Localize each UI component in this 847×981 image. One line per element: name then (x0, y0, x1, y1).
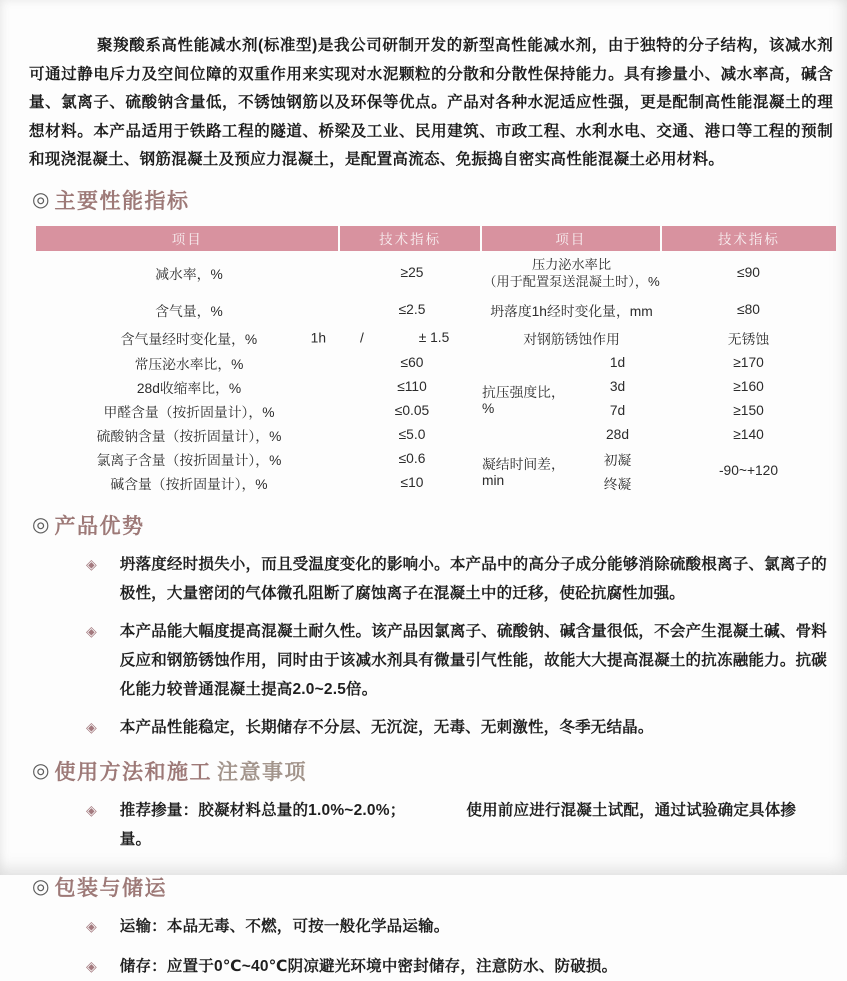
table-row (36, 471, 482, 495)
row-item (482, 256, 661, 290)
row-value: ≤60 (400, 355, 424, 370)
diamond-bullet-icon: ◈ (86, 957, 97, 974)
list-item-text: 坍落度经时损失小，而且受温度变化的影响小。本产品中的高分子成分能够消除硫酸根离子、氯离子的极性，大量密闭的气体微孔阻断了腐蚀离子在混凝土中的迁移，使砼抗腐性加强。 (119, 555, 827, 602)
section-heading-usage (32, 756, 833, 786)
list-item-text: 本产品性能稳定，长期储存不分层、无沉淀，无毒、无刺激性，冬季无结晶。 (119, 718, 654, 736)
group-sub-labels (574, 447, 661, 495)
table-left-half (36, 251, 482, 495)
row-item: 碱含量（按折固量计），% (110, 476, 268, 492)
bullseye-icon: ◎ (32, 189, 50, 211)
row-item: 坍落度1h经时变化量，mm (490, 303, 653, 319)
column-header-spec-right: 技术指标 (662, 226, 836, 251)
group-item (482, 447, 661, 495)
section-heading-packaging (32, 872, 833, 902)
slash-separator: / (360, 330, 364, 345)
row-item: 28d收缩率比，% (136, 380, 242, 396)
section-title-usage-tail: 注意事项 (216, 760, 307, 784)
table-row (36, 399, 482, 423)
column-header-spec-left: 技术指标 (340, 226, 479, 251)
group-values (661, 447, 836, 495)
row-item: 对钢筋锈蚀作用 (523, 331, 620, 347)
row-value: ≥160 (733, 379, 764, 394)
group-values (661, 351, 836, 447)
section-heading-performance (32, 185, 833, 215)
table-row (36, 423, 482, 447)
diamond-bullet-icon: ◈ (86, 555, 97, 572)
storage-text: 储存：应置于0℃~40℃阴凉避光环境中密封储存，注意防水、防破损。 (119, 957, 618, 975)
row-item-line2: （用于配置泵送混凝土时），% (483, 273, 660, 289)
setting-time-group (482, 447, 836, 495)
advantages-list (29, 550, 833, 742)
dosage-recommendation: 推荐掺量：胶凝材料总量的1.0%~2.0%； (119, 801, 406, 819)
row-value: -90~+120 (718, 463, 779, 478)
group-label: 抗压强度比，% (482, 385, 565, 416)
diamond-bullet-icon: ◈ (86, 622, 97, 639)
row-item: 减水率，% (155, 266, 223, 282)
row-value: ≤110 (397, 379, 427, 394)
age-label: 7d (609, 403, 626, 418)
row-value: ≤0.6 (398, 451, 426, 466)
list-item (29, 617, 833, 704)
transport-text: 运输：本品无毒、不燃，可按一般化学品运输。 (119, 917, 450, 935)
row-item: 常压泌水率比，% (134, 356, 244, 372)
bullseye-icon: ◎ (32, 876, 50, 898)
diamond-bullet-icon: ◈ (86, 917, 97, 934)
row-item (36, 328, 342, 348)
list-item (29, 713, 833, 742)
row-value: ≤2.5 (398, 302, 426, 317)
compressive-strength-group (482, 351, 836, 447)
section-title-performance: 主要性能指标 (54, 189, 190, 213)
list-item (29, 912, 833, 941)
row-value: ≥150 (733, 403, 764, 418)
row-item-label: 含气量经时变化量，% (120, 331, 258, 347)
trial-mix-note: 使用前应进行混凝土试配，通过试验确定具体掺量。 (119, 801, 797, 848)
table-row (482, 325, 836, 351)
list-item (29, 952, 833, 981)
group-item (482, 351, 661, 447)
setting-label: 初凝 (603, 452, 632, 468)
row-value: ≥170 (733, 355, 764, 370)
table-row (36, 447, 482, 471)
usage-list (29, 796, 833, 854)
row-item: 含气量，% (155, 303, 223, 319)
setting-label: 终凝 (603, 476, 632, 492)
row-value (342, 330, 482, 345)
table-row (36, 295, 482, 325)
list-item (29, 796, 833, 854)
age-label: 3d (609, 379, 626, 394)
row-value: ≥25 (400, 265, 424, 280)
row-item: 氯离子含量（按折固量计），% (96, 452, 282, 468)
diamond-bullet-icon: ◈ (86, 801, 97, 818)
age-label: 28d (605, 427, 630, 442)
list-item-text: 本产品能大幅度提高混凝土耐久性。该产品因氯离子、硫酸钠、碱含量很低，不会产生混凝土碱、骨料反应和钢筋锈蚀作用，同时由于该减水剂具有微量引气性能，故能大大提高混凝土的抗冻融能力。抗碳化能力较普通混凝土提高2.0~2.5倍。 (119, 622, 827, 698)
table-body (36, 251, 836, 495)
row-value: ≤10 (400, 475, 424, 490)
table-row (36, 251, 482, 295)
row-value-text: ± 1.5 (418, 330, 450, 345)
group-label: 凝结时间差，min (482, 457, 565, 488)
section-title-packaging: 包装与储运 (54, 876, 167, 900)
row-value: ≤80 (737, 302, 760, 317)
row-value: ≤90 (737, 265, 760, 280)
column-header-item-left: 项目 (36, 226, 338, 251)
row-item: 硫酸钠含量（按折固量计），% (96, 428, 282, 444)
row-item-line1: 压力泌水率比 (531, 256, 612, 272)
column-header-item-right: 项目 (482, 226, 660, 251)
row-value: 无锈蚀 (727, 331, 770, 347)
table-row (36, 325, 482, 351)
age-label: 1d (609, 355, 626, 370)
performance-table (36, 226, 836, 495)
diamond-bullet-icon: ◈ (86, 718, 97, 735)
section-heading-advantages (32, 510, 833, 540)
section-title-advantages: 产品优势 (54, 514, 145, 538)
list-item (29, 550, 833, 608)
table-row (36, 351, 482, 375)
group-sub-labels (574, 351, 661, 447)
row-sub-label: 1h (310, 330, 326, 345)
table-right-half (482, 251, 836, 495)
row-value: ≥140 (733, 427, 764, 442)
table-row (482, 295, 836, 325)
bullseye-icon: ◎ (32, 514, 50, 536)
row-item: 甲醛含量（按折固量计），% (103, 404, 275, 420)
usage-dosage-text (120, 796, 827, 854)
row-value: ≤5.0 (398, 427, 426, 442)
packaging-list (29, 912, 833, 981)
row-value: ≤0.05 (394, 403, 430, 418)
table-row (36, 375, 482, 399)
table-header-row (36, 226, 836, 251)
bullseye-icon: ◎ (32, 760, 50, 782)
intro-paragraph: 聚羧酸系高性能减水剂(标准型)是我公司研制开发的新型高性能减水剂，由于独特的分子结构，该减水剂可通过静电斥力及空间位障的双重作用来实现对水泥颗粒的分散和分散性保持能力。具有掺量小、减水率高，碱含量、氯离子、硫酸钠含量低，不锈蚀钢筋以及环保等优点。产品对各种水泥适应性强，更是配制高性能混凝土的理想材料。本产品适用于铁路工程的隧道、桥梁及工业、民用建筑、市政工程、水利水电、交通、港口等工程的预制和现浇混凝土、钢筋混凝土及预应力混凝土，是配置高流态、免振捣自密实高性能混凝土必用材料。 (29, 37, 833, 168)
table-row (482, 251, 836, 295)
section-title-usage-main: 使用方法和施工 (54, 760, 212, 784)
